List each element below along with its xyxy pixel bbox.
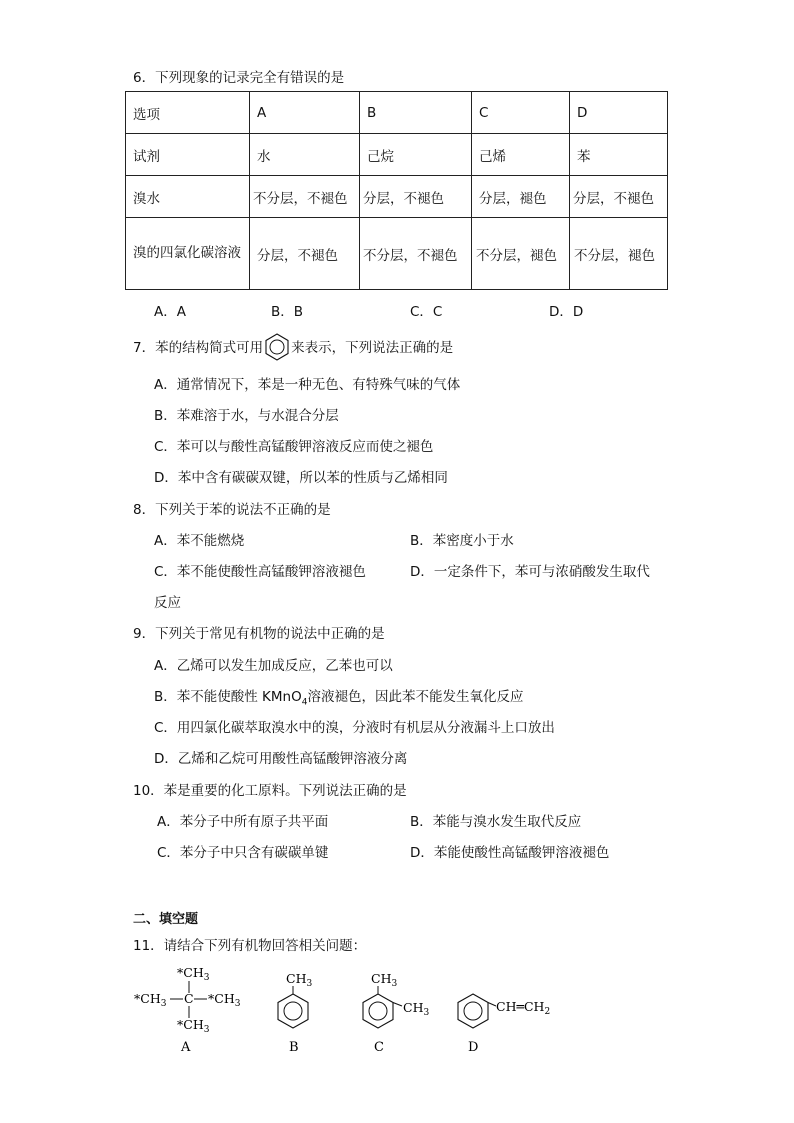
q10-option-d[interactable]: D．苯能使酸性高锰酸钾溶液褪色: [410, 845, 610, 861]
structure-d-label: D: [468, 1040, 479, 1055]
structure-a: [134, 965, 241, 1055]
q10-option-c[interactable]: C．苯分子中只含有碳碳单键: [157, 845, 329, 861]
q7-stem: [133, 336, 453, 356]
q10-option-a[interactable]: A．苯分子中所有原子共平面: [157, 814, 329, 830]
table-cell: 选项: [126, 92, 250, 134]
structure-d: [458, 994, 550, 1055]
q8-option-d[interactable]: D．一定条件下，苯可与浓硝酸发生取代: [410, 564, 650, 580]
table-cell: 不分层，褪色: [570, 218, 668, 290]
q6-option-c[interactable]: C．C: [410, 304, 443, 320]
q7-option-a[interactable]: A．通常情况下，苯是一种无色、有特殊气味的气体: [154, 377, 461, 393]
q7-option-b[interactable]: B．苯难溶于水，与水混合分层: [154, 408, 339, 424]
table-cell: 试剂: [126, 134, 250, 176]
structure-a-right-group: $*CH_3$: [208, 991, 241, 1009]
q9-option-b-rest: 溶液褪色，因此苯不能发生氧化反应: [307, 689, 524, 705]
q9-option-a[interactable]: A．乙烯可以发生加成反应，乙苯也可以: [154, 658, 393, 674]
q9-option-b[interactable]: [154, 685, 523, 708]
q11-structures: [130, 960, 590, 1060]
q9-option-c[interactable]: C．用四氯化碳萃取溴水中的溴，分液时有机层从分液漏斗上口放出: [154, 720, 555, 736]
q6-table: [125, 91, 668, 290]
bond: [393, 1003, 402, 1007]
structure-b: [278, 971, 312, 1055]
table-cell: 溴水: [126, 176, 250, 218]
table-cell: C: [472, 92, 570, 134]
structure-c-methyl-top: $CH_3$: [371, 971, 398, 989]
table-cell: 分层，不褪色: [250, 218, 360, 290]
benzene-ring-icon: [363, 994, 393, 1028]
table-cell: 不分层，不褪色: [360, 218, 472, 290]
q8-option-b[interactable]: B．苯密度小于水: [410, 533, 514, 549]
q9-option-b-text: B．苯不能使酸性 KMnO: [154, 689, 302, 705]
q8-option-a[interactable]: A．苯不能燃烧: [154, 533, 245, 549]
bond: [488, 1003, 496, 1007]
q6-option-b[interactable]: B．B: [271, 304, 304, 320]
structure-c: [363, 971, 429, 1055]
benzene-ring-icon: [263, 333, 291, 361]
q8-option-d-continued: 反应: [154, 595, 181, 611]
table-cell: 分层，不褪色: [360, 176, 472, 218]
section-heading: 二、填空题: [133, 912, 199, 927]
structure-a-label: A: [181, 1040, 191, 1055]
table-cell: A: [250, 92, 360, 134]
structure-a-left-group: $*CH_3$: [134, 991, 167, 1009]
structure-d-vinyl: $CH═CH_2$: [496, 999, 551, 1017]
benzene-ring-icon: [278, 994, 308, 1028]
table-cell: B: [360, 92, 472, 134]
q7-stem-before: 7．苯的结构简式可用: [133, 340, 264, 356]
table-cell: 分层，褪色: [472, 176, 570, 218]
structure-c-methyl-side: $CH_3$: [403, 1000, 430, 1018]
structure-b-methyl: $CH_3$: [286, 971, 313, 989]
table-cell: [126, 218, 250, 290]
table-cell: D: [570, 92, 668, 134]
table-cell-text: 溴的四氯化碳溶液: [133, 245, 241, 261]
table-cell: 不分层，不褪色: [250, 176, 360, 218]
q10-stem: 10．苯是重要的化工原料。下列说法正确的是: [133, 783, 407, 799]
structure-a-top-group: $*CH_3$: [177, 965, 210, 983]
q10-option-b[interactable]: B．苯能与溴水发生取代反应: [410, 814, 582, 830]
q8-stem: 8．下列关于苯的说法不正确的是: [133, 502, 331, 518]
table-cell: 己烷: [360, 134, 472, 176]
table-cell: 分层，不褪色: [570, 176, 668, 218]
q9-option-d[interactable]: D．乙烯和乙烷可用酸性高锰酸钾溶液分离: [154, 751, 408, 767]
q7-stem-after: 来表示，下列说法正确的是: [291, 340, 454, 356]
table-cell: 苯: [570, 134, 668, 176]
structure-c-label: C: [374, 1040, 384, 1055]
benzene-ring-icon: [458, 994, 488, 1028]
q7-option-c[interactable]: C．苯可以与酸性高锰酸钾溶液反应而使之褪色: [154, 439, 434, 455]
structure-a-center-atom: C: [184, 991, 194, 1006]
table-cell: 水: [250, 134, 360, 176]
table-cell: 己烯: [472, 134, 570, 176]
table-cell: 不分层，褪色: [472, 218, 570, 290]
q9-option-b-subscript: 4: [301, 697, 308, 708]
q9-stem: 9．下列关于常见有机物的说法中正确的是: [133, 626, 385, 642]
q11-stem: 11．请结合下列有机物回答相关问题：: [133, 938, 367, 954]
q8-option-c[interactable]: C．苯不能使酸性高锰酸钾溶液褪色: [154, 564, 366, 580]
q6-option-a[interactable]: A．A: [154, 304, 186, 320]
q6-stem: 6．下列现象的记录完全有错误的是: [133, 70, 345, 86]
structure-b-label: B: [289, 1040, 299, 1055]
q7-option-d[interactable]: D．苯中含有碳碳双键，所以苯的性质与乙烯相同: [154, 470, 448, 486]
structure-a-bottom-group: $*CH_3$: [177, 1017, 210, 1035]
q6-option-d[interactable]: D．D: [549, 304, 584, 320]
